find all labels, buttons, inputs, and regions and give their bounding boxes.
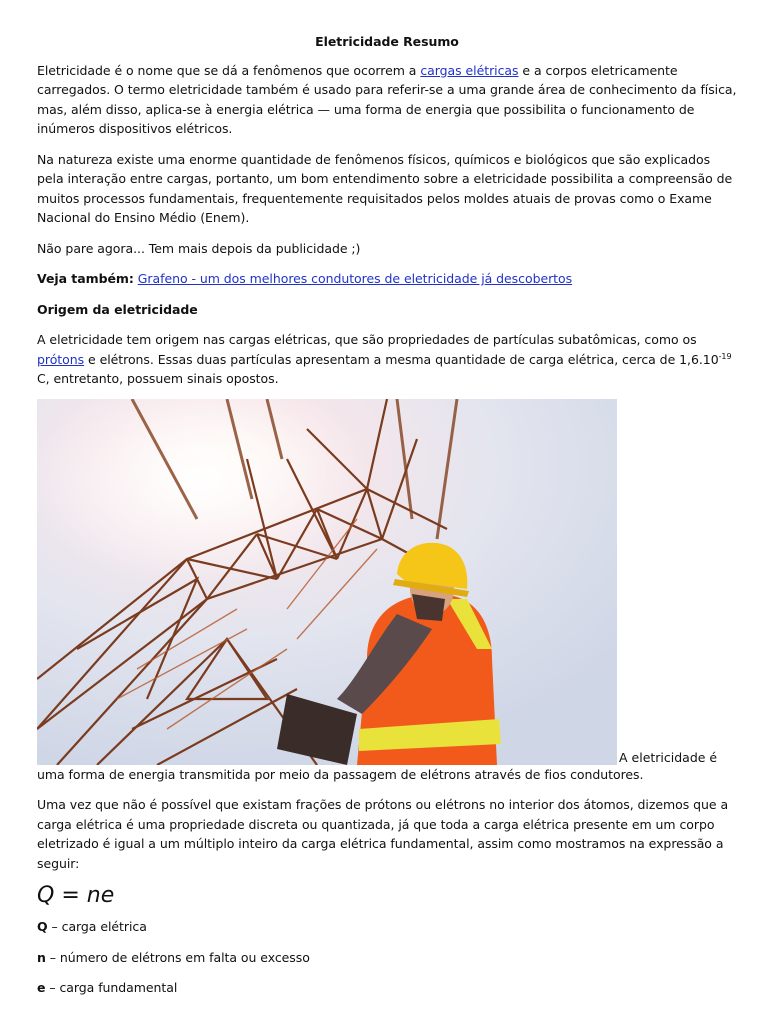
formula-q-ne bbox=[37, 881, 737, 911]
paragraph-quantizada: Uma vez que não é possível que existam frações de prótons ou elétrons no interior dos átomos, dizemos que a carga elétrica é uma propriedade discreta ou quantizada, já que toda a carga elétrica presente em um corpo eletrizado é igual a um múltiplo inteiro da carga elétrica fundamental, assim como mostramos na expressão a seguir: bbox=[37, 797, 729, 871]
formula-rhs: ne bbox=[86, 883, 115, 908]
paragraph-energia: uma forma de energia transmitida por meio da passagem de elétrons através de fios condutores. bbox=[37, 766, 644, 782]
document-page bbox=[37, 32, 737, 998]
origem-text-mid: e elétrons. Essas duas partículas apresentam a mesma quantidade de carga elétrica, cerca de 1,6.10 bbox=[84, 351, 719, 367]
definition-symbol: Q bbox=[37, 919, 48, 934]
definition-q: Q – carga elétrica bbox=[37, 919, 147, 934]
power-tower-engineer-photo bbox=[37, 399, 617, 765]
origem-text-pre: A eletricidade tem origem nas cargas elétricas, que são propriedades de partículas subatômicas, como os bbox=[37, 332, 697, 347]
photo-caption-start: A eletricidade é bbox=[619, 750, 718, 765]
formula-lhs: Q bbox=[37, 883, 55, 908]
intro-text-post: e a corpos eletricamente carregados. O termo eletricidade também é usado para referir-se a uma grande área de conhecimento da física, mas, além disso, aplica-se à energia elétrica — uma forma de energia que possibilita o funcionamento de inúmeros dispositivos elétricos. bbox=[37, 62, 737, 136]
veja-tambem-label: Veja também: bbox=[37, 271, 134, 286]
origem-text-post: C, entretanto, possuem sinais opostos. bbox=[37, 371, 279, 386]
paragraph-veja-tambem bbox=[37, 269, 737, 289]
link-protons[interactable]: prótons bbox=[37, 351, 85, 367]
paragraph-intro bbox=[37, 61, 737, 139]
link-cargas-eletricas[interactable]: cargas elétricas bbox=[420, 62, 519, 78]
paragraph-origem bbox=[37, 330, 737, 389]
document-title: Eletricidade Resumo bbox=[315, 34, 459, 49]
intro-text-pre: Eletricidade é o nome que se dá a fenômenos que ocorrem a bbox=[37, 62, 421, 78]
definition-n: n – número de elétrons em falta ou excesso bbox=[37, 949, 310, 965]
definition-symbol: n bbox=[37, 949, 46, 965]
photo-row bbox=[37, 399, 737, 765]
section-heading-origem: Origem da eletricidade bbox=[37, 301, 198, 317]
definition-symbol: e bbox=[37, 980, 46, 995]
exponent: -19 bbox=[718, 351, 732, 361]
paragraph-natureza: Na natureza existe uma enorme quantidade de fenômenos físicos, químicos e biológicos que são explicados pela interação entre cargas, portanto, um bom entendimento sobre a eletricidade possibilita a compreensão de muitos processos fundamentais, frequentemente requisitados pelos moldes atuais de provas como o Exame Nacional do Ensino Médio (Enem). bbox=[37, 151, 733, 225]
paragraph-publicidade: Não pare agora... Tem mais depois da publicidade ;) bbox=[37, 240, 361, 256]
formula-eq: = bbox=[54, 883, 87, 908]
definition-e: e – carga fundamental bbox=[37, 980, 178, 995]
link-grafeno[interactable]: Grafeno - um dos melhores condutores de eletricidade já descobertos bbox=[137, 271, 573, 286]
